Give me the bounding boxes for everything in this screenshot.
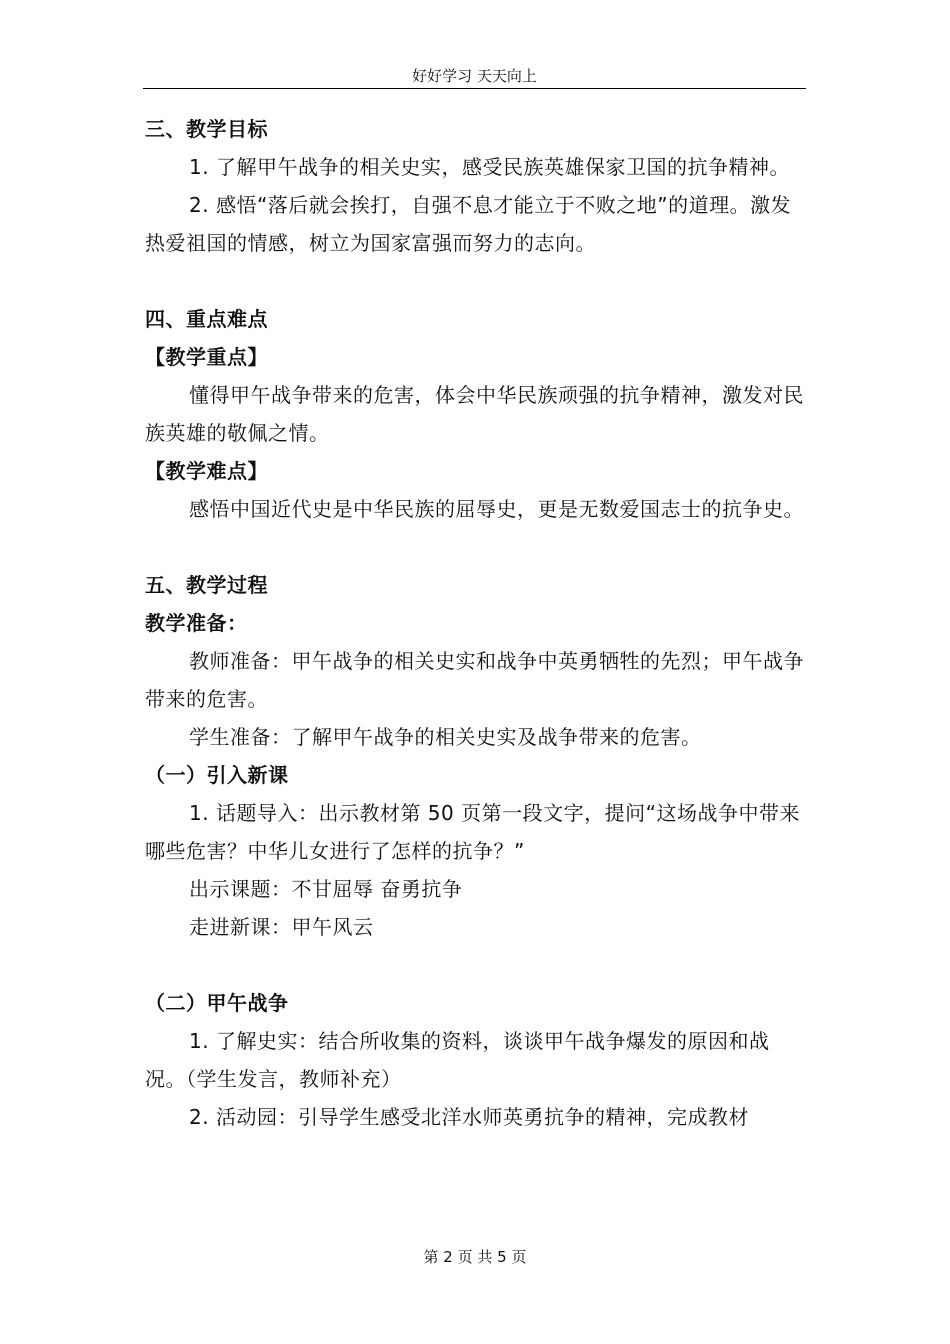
difficulty-paragraph: 感悟中国近代史是中华民族的屈辱史，更是无数爱国志士的抗争史。 (189, 497, 804, 521)
part2-paragraph-1: 1. 了解史实：结合所收集的资料，谈谈甲午战争爆发的原因和战况。（学生发言，教师补充） (145, 1029, 770, 1091)
section-title-key-points: 四、重点难点 (145, 307, 268, 331)
document-body (145, 110, 807, 1136)
part1-paragraph-2: 出示课题：不甘屈辱 奋勇抗争 (189, 877, 463, 901)
page-header: 好好学习 天天向上 (412, 67, 537, 85)
part1-paragraph-3: 走进新课：甲午风云 (189, 915, 374, 939)
section-title-goals: 三、教学目标 (145, 117, 268, 141)
part2-paragraph-2: 2. 活动园：引导学生感受北洋水师英勇抗争的精神，完成教材 (189, 1105, 749, 1129)
goals-paragraph-1: 1. 了解甲午战争的相关史实，感受民族英雄保家卫国的抗争精神。 (189, 155, 790, 179)
header-divider (143, 88, 806, 89)
teacher-prep-paragraph: 教师准备：甲午战争的相关史实和战争中英勇牺牲的先烈；甲午战争带来的危害。 (145, 649, 804, 711)
section-title-process: 五、教学过程 (145, 573, 268, 597)
part1-paragraph-1: 1. 话题导入：出示教材第 50 页第一段文字，提问“这场战争中带来哪些危害？中华儿女进行了怎样的抗争？” (145, 801, 800, 863)
prep-label: 教学准备： (145, 611, 248, 635)
goals-paragraph-2: 2. 感悟“落后就会挨打，自强不息才能立于不败之地”的道理。激发热爱祖国的情感，树立为国家富强而努力的志向。 (145, 193, 792, 255)
part2-title: （二）甲午战争 (145, 991, 289, 1015)
focus-paragraph: 懂得甲午战争带来的危害，体会中华民族顽强的抗争精神，激发对民族英雄的敬佩之情。 (145, 383, 804, 445)
page-footer: 第 2 页 共 5 页 (423, 1248, 527, 1266)
part1-title: （一）引入新课 (145, 763, 289, 787)
student-prep-paragraph: 学生准备：了解甲午战争的相关史实及战争带来的危害。 (189, 725, 702, 749)
difficulty-label: 【教学难点】 (145, 459, 268, 483)
focus-label: 【教学重点】 (145, 345, 268, 369)
